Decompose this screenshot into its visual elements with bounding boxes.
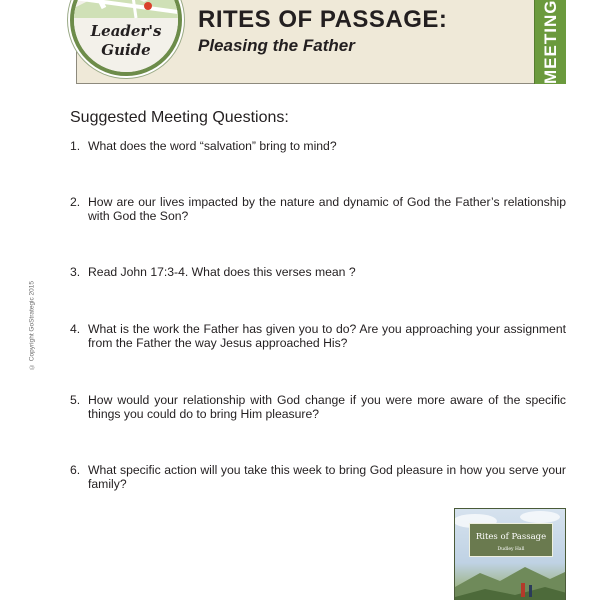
question-number: 2. [70, 195, 81, 209]
question-item [70, 393, 566, 421]
question-number: 6. [70, 463, 81, 477]
question-item [70, 265, 566, 279]
question-text: What does the word “salvation” bring to mind? [88, 139, 337, 153]
badge-line-1: Leader's [90, 22, 162, 40]
meeting-side-tab [534, 0, 566, 84]
page-subtitle: Pleasing the Father [198, 36, 355, 55]
side-tab-label: MEETING [541, 0, 560, 85]
question-text: How are our lives impacted by the nature and dynamic of God the Father’s relationship with God the Son? [88, 195, 566, 223]
page-title: RITES OF PASSAGE: [198, 6, 448, 33]
question-item [70, 322, 566, 350]
question-number: 5. [70, 393, 81, 407]
question-text: What specific action will you take this week to bring God pleasure in how you serve your family? [88, 463, 566, 491]
book-author: Dudley Hall [497, 547, 525, 552]
question-item [70, 463, 566, 491]
book-cover-image [454, 508, 566, 600]
question-item [70, 195, 566, 223]
question-number: 4. [70, 322, 81, 336]
question-text: Read John 17:3-4. What does this verses mean ? [88, 265, 356, 279]
book-title: Rites of Passage [469, 523, 553, 557]
badge-text [74, 22, 178, 60]
badge-line-2: Guide [101, 41, 151, 59]
question-item [70, 139, 566, 153]
leaders-guide-badge [70, 0, 182, 76]
question-number: 1. [70, 139, 81, 153]
question-text: What is the work the Father has given you to do? Are you approaching your assignment from the Father the way Jesus approached His? [88, 322, 566, 350]
section-heading: Suggested Meeting Questions: [70, 109, 289, 126]
question-text: How would your relationship with God change if you were more aware of the specific things you could do to bring Him pleasure? [88, 393, 566, 421]
copyright-notice: © Copyright GoStrategic 2015 [28, 280, 36, 370]
question-number: 3. [70, 265, 81, 279]
